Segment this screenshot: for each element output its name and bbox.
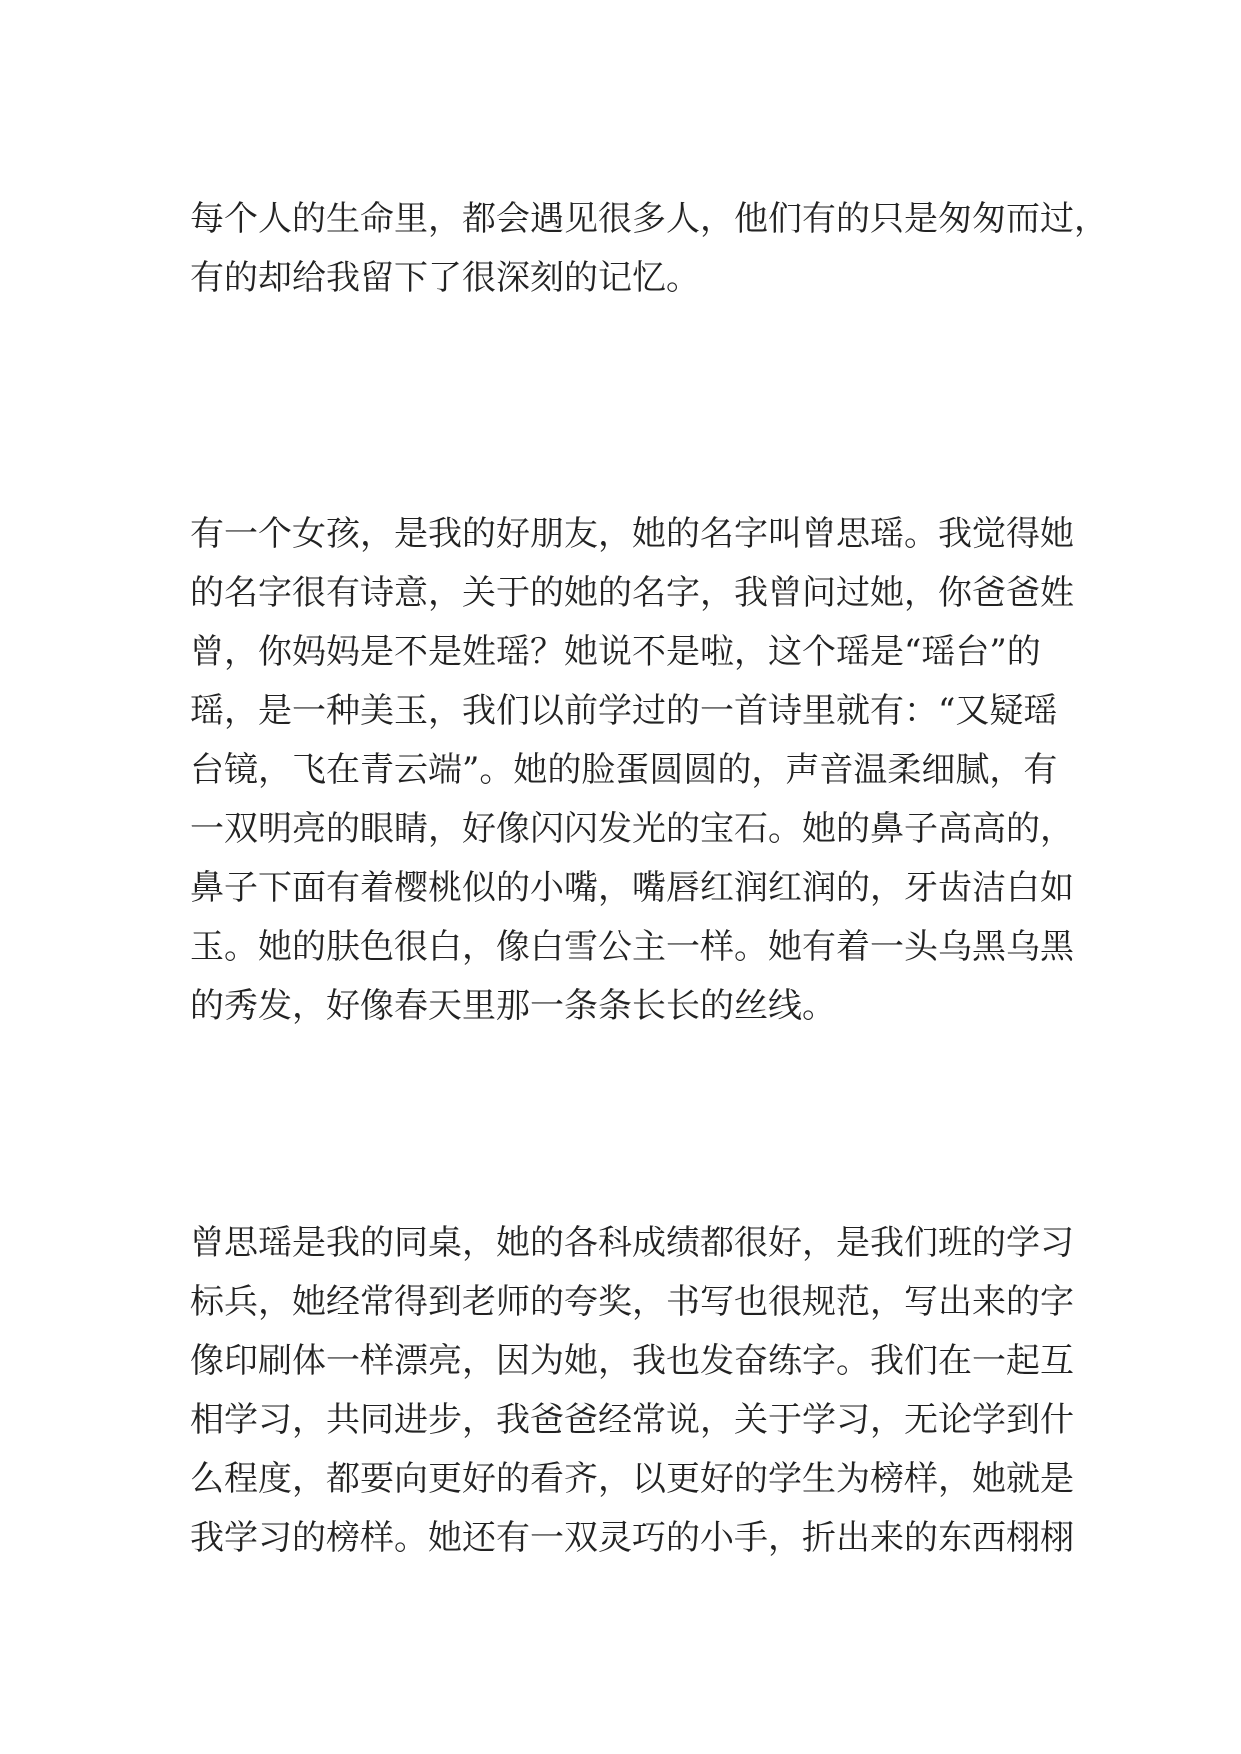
paragraph-line: 的名字很有诗意，关于的她的名字，我曾问过她，你爸爸姓 [190, 573, 1074, 613]
paragraph-line: 瑶，是一种美玉，我们以前学过的一首诗里就有：“又疑瑶 [190, 691, 1058, 731]
paragraph-line: 么程度，都要向更好的看齐，以更好的学生为榜样，她就是 [190, 1459, 1074, 1499]
paragraph-line: 相学习，共同进步，我爸爸经常说，关于学习，无论学到什 [190, 1400, 1074, 1440]
paragraph-line: 每个人的生命里，都会遇见很多人，他们有的只是匆匆而过， [190, 199, 1108, 239]
paragraph-line: 有的却给我留下了很深刻的记忆。 [190, 258, 700, 298]
paragraph-line: 一双明亮的眼睛，好像闪闪发光的宝石。她的鼻子高高的， [190, 809, 1074, 849]
paragraph-1 [190, 190, 1108, 308]
paragraph-line: 我学习的榜样。她还有一双灵巧的小手，折出来的东西栩栩 [190, 1518, 1074, 1558]
paragraph-line: 台镜，飞在青云端”。她的脸蛋圆圆的，声音温柔细腻，有 [190, 750, 1058, 790]
paragraph-line: 像印刷体一样漂亮，因为她，我也发奋练字。我们在一起互 [190, 1341, 1074, 1381]
paragraph-line: 标兵，她经常得到老师的夸奖，书写也很规范，写出来的字 [190, 1282, 1074, 1322]
paragraph-line: 有一个女孩，是我的好朋友，她的名字叫曾思瑶。我觉得她 [190, 514, 1074, 554]
paragraph-2 [190, 505, 1074, 1036]
paragraph-line: 鼻子下面有着樱桃似的小嘴，嘴唇红润红润的，牙齿洁白如 [190, 868, 1074, 908]
paragraph-line: 的秀发，好像春天里那一条条长长的丝线。 [190, 986, 836, 1026]
paragraph-line: 曾，你妈妈是不是姓瑶？她说不是啦，这个瑶是“瑶台”的 [190, 632, 1041, 672]
paragraph-line: 曾思瑶是我的同桌，她的各科成绩都很好，是我们班的学习 [190, 1223, 1074, 1263]
paragraph-line: 玉。她的肤色很白，像白雪公主一样。她有着一头乌黑乌黑 [190, 927, 1074, 967]
paragraph-3 [190, 1214, 1074, 1568]
